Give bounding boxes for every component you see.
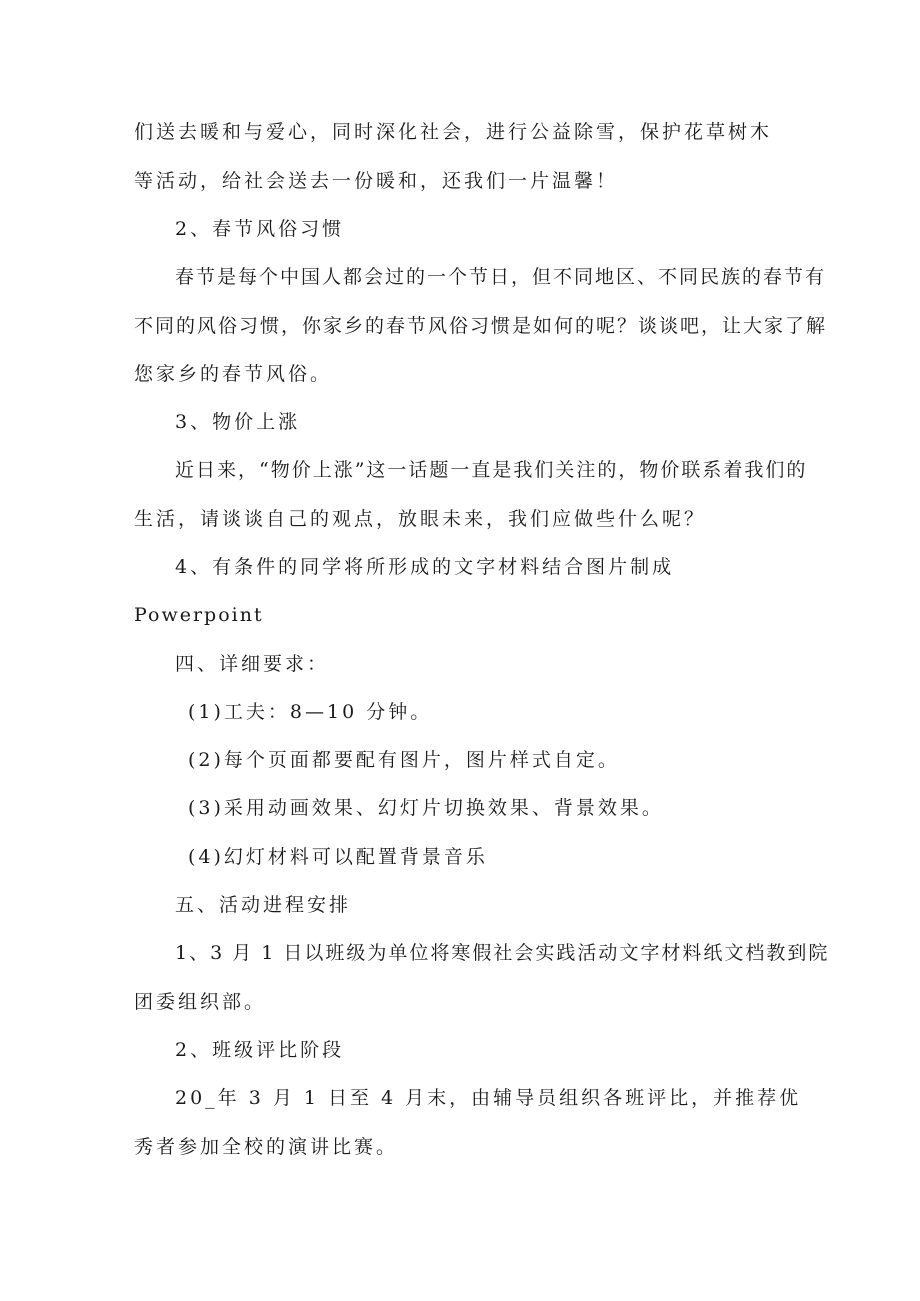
text-line-2: 等活动，给社会送去一份暖和，还我们一片温馨！ [134, 170, 619, 192]
section-heading-class-review: 2、班级评比阶段 [175, 1039, 345, 1061]
section-heading-schedule: 五、活动进程安排 [175, 894, 352, 916]
text-line-21: 20_年 3 月 1 日至 4 月末，由辅导员组织各班评比，并推荐优 [175, 1087, 802, 1109]
text-line-22: 秀者参加全校的演讲比赛。 [134, 1136, 399, 1158]
text-line-9: 生活，请谈谈自己的观点，放眼未来，我们应做些什么呢？ [134, 508, 707, 530]
text-line-8: 近日来，“物价上涨”这一话题一直是我们关注的，物价联系着我们的 [175, 459, 808, 481]
section-heading-prices: 3、物价上涨 [175, 411, 301, 433]
text-line-19: 团委组织部。 [134, 991, 267, 1013]
requirement-item-2: (2)每个页面都要配有图片，图片样式自定。 [188, 749, 620, 771]
requirement-item-1: (1)工夫：8—10 分钟。 [188, 701, 433, 723]
text-line-18: 1、3 月 1 日以班级为单位将寒假社会实践活动文字材料纸文档教到院 [175, 942, 830, 964]
text-line-1: 们送去暖和与爱心，同时深化社会，进行公益除雪，保护花草树木 [134, 121, 773, 143]
text-line-powerpoint: Powerpoint [134, 604, 264, 626]
section-heading-requirements: 四、详细要求： [175, 653, 330, 675]
requirement-item-4: (4)幻灯材料可以配置背景音乐 [188, 846, 488, 868]
text-line-4: 春节是每个中国人都会过的一个节日，但不同地区、不同民族的春节有 [175, 266, 827, 288]
requirement-item-3: (3)采用动画效果、幻灯片切换效果、背景效果。 [188, 797, 664, 819]
text-line-5: 不同的风俗习惯，你家乡的春节风俗习惯是如何的呢？谈谈吧，让大家了解 [134, 315, 828, 337]
text-line-10: 4、有条件的同学将所形成的文字材料结合图片制成 [175, 556, 675, 578]
text-line-6: 您家乡的春节风俗。 [134, 363, 333, 385]
section-heading-spring-festival: 2、春节风俗习惯 [175, 218, 345, 240]
